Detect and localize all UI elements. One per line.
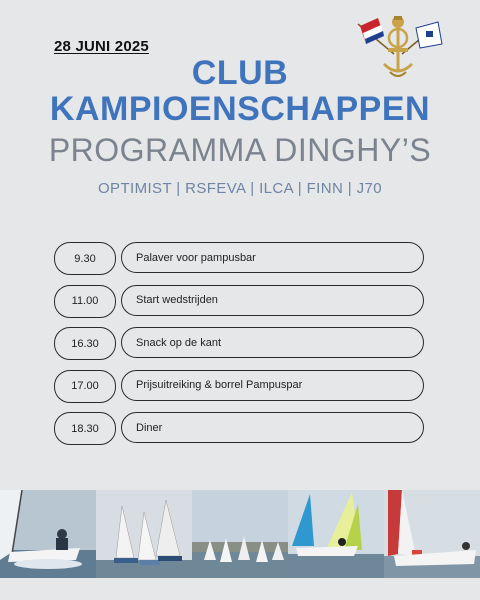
- schedule-event: Start wedstrijden: [121, 285, 424, 316]
- sailing-photo-icon: [96, 490, 192, 578]
- schedule-row: [54, 412, 426, 445]
- title-kampioenschappen: KAMPIOENSCHAPPEN: [49, 90, 431, 128]
- schedule-event: Prijsuitreiking & borrel Pampuspar: [121, 370, 424, 401]
- schedule-event: Diner: [121, 412, 424, 443]
- title-programma: PROGRAMMA DINGHY’S: [48, 132, 432, 168]
- sailing-photo-icon: [0, 490, 96, 578]
- footer-bar: [0, 578, 480, 600]
- schedule-time: 17.00: [54, 370, 116, 403]
- title-club: CLUB: [191, 54, 289, 92]
- schedule-list: [54, 242, 426, 455]
- sailing-photo-icon: [384, 490, 480, 578]
- schedule-time: 18.30: [54, 412, 116, 445]
- schedule-row: [54, 285, 426, 318]
- schedule-row: [54, 370, 426, 403]
- sailing-photo-icon: [192, 490, 288, 578]
- schedule-event: Palaver voor pampusbar: [121, 242, 424, 273]
- schedule-time: 11.00: [54, 285, 116, 318]
- schedule-row: [54, 242, 426, 275]
- photo-strip: [0, 490, 480, 578]
- schedule-event: Snack op de kant: [121, 327, 424, 358]
- schedule-time: 16.30: [54, 327, 116, 360]
- sailing-photo-icon: [288, 490, 384, 578]
- boat-classes: OPTIMIST | RSFEVA | ILCA | FINN | J70: [97, 180, 383, 197]
- schedule-time: 9.30: [54, 242, 116, 275]
- event-date: 28 JUNI 2025: [54, 38, 149, 55]
- schedule-row: [54, 327, 426, 360]
